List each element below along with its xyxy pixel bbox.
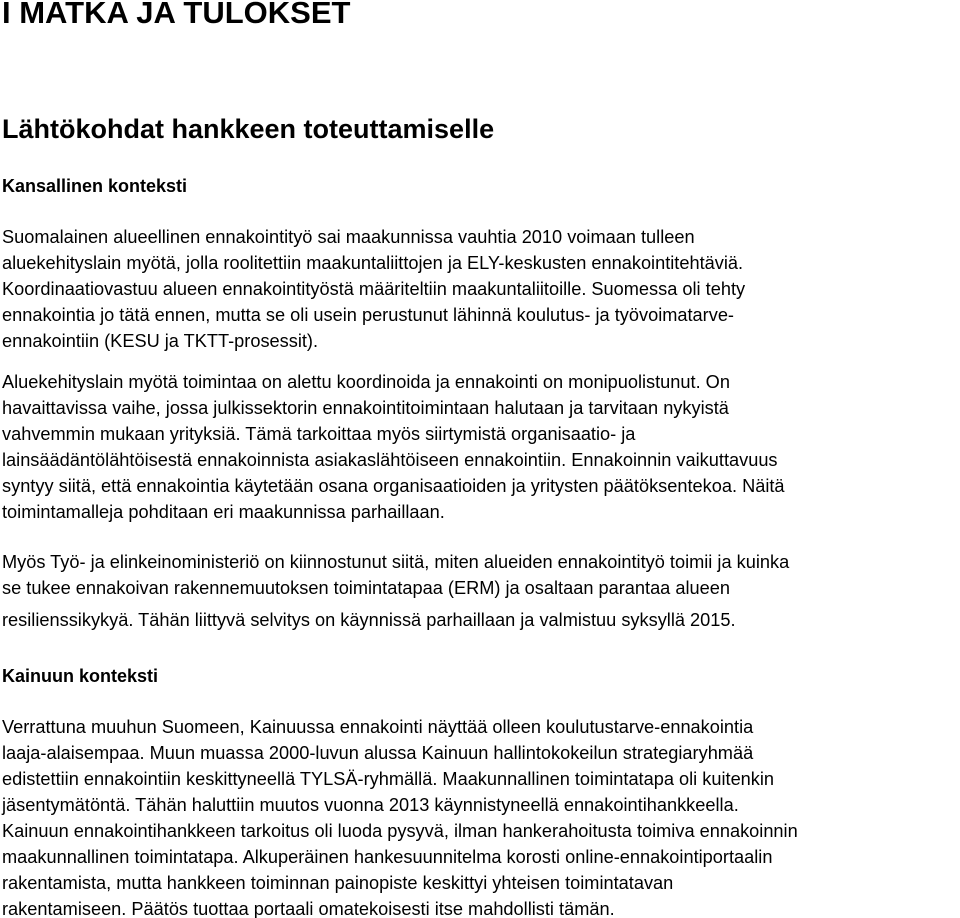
text-line: resilienssikykyä. Tähän liittyvä selvitys on käynnissä parhaillaan ja valmistuu syksyllä 2015. (2, 610, 736, 630)
text-line: toimintamalleja pohditaan eri maakunnissa parhaillaan. (2, 502, 445, 522)
text-line: havaittavissa vaihe, jossa julkissektorin ennakointitoimintaan halutaan ja tarvitaan nykyistä (2, 398, 729, 418)
text-line: Kainuun ennakointihankkeen tarkoitus oli luoda pysyvä, ilman hankerahoitusta toimiva ennakoinnin (2, 821, 798, 841)
national-paragraph-1 (2, 224, 954, 354)
text-line: Koordinaatiovastuu alueen ennakointityöstä määriteltiin maakuntaliitoille. Suomessa oli tehty (2, 279, 746, 299)
section-title: Lähtökohdat hankkeen toteuttamiselle (2, 114, 495, 144)
national-context-heading: Kansallinen konteksti (2, 176, 188, 196)
text-line: jäsentymätöntä. Tähän haluttiin muutos vuonna 2013 käynnistyneellä ennakointihankkeella. (2, 795, 739, 815)
text-line: lainsäädäntölähtöisestä ennakoinnista asiakaslähtöiseen ennakointiin. Ennakoinnin vaikuttavuus (2, 450, 778, 470)
national-paragraph-3 (2, 549, 954, 633)
text-line: Aluekehityslain myötä toimintaa on alettu koordinoida ja ennakointi on monipuolistunut. On (2, 372, 730, 392)
kainuu-paragraph (2, 714, 954, 918)
text-line: edistettiin ennakointiin keskittyneellä TYLSÄ-ryhmällä. Maakunnallinen toimintatapa oli kuitenkin (2, 769, 775, 789)
text-line: laaja-alaisempaa. Muun muassa 2000-luvun alussa Kainuun hallintokokeilun strategiaryhmää (2, 743, 754, 763)
text-line: maakunnallinen toimintatapa. Alkuperäinen hankesuunnitelma korosti online-ennakointiportaalin (2, 847, 773, 867)
text-line: Suomalainen alueellinen ennakointityö sai maakunnissa vauhtia 2010 voimaan tulleen (2, 227, 695, 247)
text-line: syntyy siitä, että ennakointia käytetään osana organisaatioiden ja yritysten päätöksentekoa. Näitä (2, 476, 785, 496)
text-line: rakentamista, mutta hankkeen toiminnan painopiste keskittyi yhteisen toimintatavan (2, 873, 674, 893)
text-line: se tukee ennakoivan rakennemuutoksen toimintatapaa (ERM) ja osaltaan parantaa alueen (2, 578, 730, 598)
text-line: rakentamiseen. Päätös tuottaa portaali omatekoisesti itse mahdollisti tämän. (2, 899, 615, 918)
national-paragraph-2 (2, 369, 954, 525)
text-line: aluekehityslain myötä, jolla roolitettiin maakuntaliittojen ja ELY-keskusten ennakointitehtäviä. (2, 253, 744, 273)
chapter-title: I MATKA JA TULOKSET (2, 0, 351, 30)
kainuu-context-heading: Kainuun konteksti (2, 666, 159, 686)
text-line: ennakointiin (KESU ja TKTT-prosessit). (2, 331, 319, 351)
text-line: Myös Työ- ja elinkeinoministeriö on kiinnostunut siitä, miten alueiden ennakointityö toimii ja kuinka (2, 552, 790, 572)
text-line: vahvemmin mukaan yrityksiä. Tämä tarkoittaa myös siirtymistä organisaatio- ja (2, 424, 636, 444)
text-line: ennakointia jo tätä ennen, mutta se oli usein perustunut lähinnä koulutus- ja työvoimatarve- (2, 305, 734, 325)
text-line: Verrattuna muuhun Suomeen, Kainuussa ennakointi näyttää olleen koulutustarve-ennakointia (2, 717, 754, 737)
